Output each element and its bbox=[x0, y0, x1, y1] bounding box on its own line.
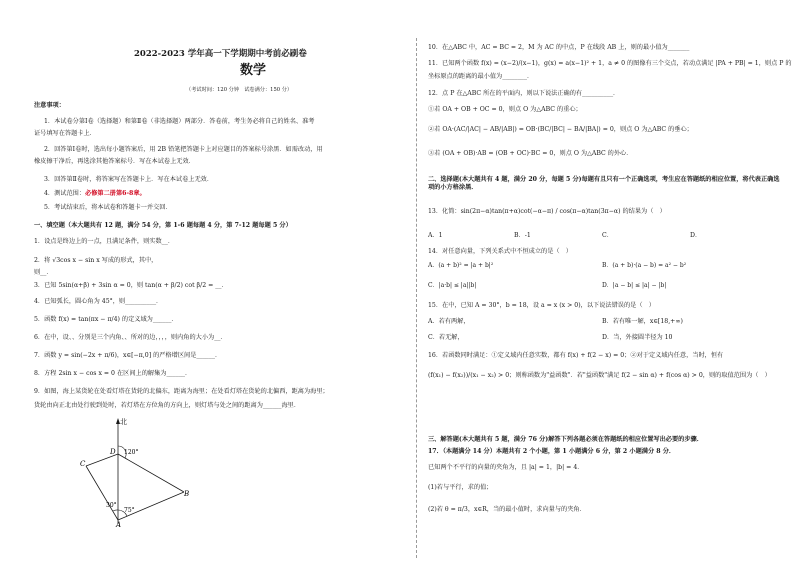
question-1: 1．设点是终边上的一点，且满足条件，则实数__． bbox=[34, 238, 175, 245]
q14-option-a: A．(a + b)² = |a + b|² bbox=[428, 262, 494, 269]
q14-option-c: C．|a·b| ≤ |a||b| bbox=[428, 282, 477, 289]
label-angle-75: 75° bbox=[124, 507, 135, 514]
question-15: 15．在中，已知 A = 30°，b = 18，设 a = x (x > 0)，以下说法错误的是（ ） bbox=[428, 302, 655, 309]
note-4 bbox=[44, 190, 146, 198]
q14-option-b: B．(a + b)·(a − b) = a² − b² bbox=[602, 262, 687, 269]
question-16a: 16．若函数同时满足：①定义域内任意实数，都有 f(x) + f(2 − x) = 0；②对于定义域内任意，当时，恒有 bbox=[428, 352, 724, 359]
segment-AC bbox=[86, 466, 118, 520]
label-C: C bbox=[80, 460, 86, 468]
note-1-cont: 证号填写在答题卡上． bbox=[34, 130, 96, 137]
column-divider bbox=[416, 38, 417, 558]
label-B: B bbox=[184, 490, 190, 498]
question-9a: 9．如图，海上某货轮在处看灯塔在货轮的北偏东，距离为海里；在处看灯塔在货轮的北偏西，距离为海里； bbox=[34, 388, 329, 395]
question-11a: 11．已知两个函数 f(x) = (x−2)/(x−1)，g(x) = a(x−1)² + 1，a ≠ 0 的图像有三个交点，若动点满足 |PA + PB| = 1，则点 P 的 bbox=[428, 60, 792, 67]
note-4-label: 4．测试范围： bbox=[44, 190, 86, 197]
q15-option-c: C．若无解， bbox=[428, 334, 464, 341]
question-11b: 坐标原点的距离的最小值为________． bbox=[428, 73, 534, 80]
figure-9-diagram bbox=[80, 416, 190, 528]
question-7: 7．函数 y = sin(−2x + π/6)，x∈[−π,0] 的严格增区间是______． bbox=[34, 352, 222, 359]
exam-info: （考试时间：120 分钟 试卷满分：150 分） bbox=[186, 87, 293, 93]
note-2: 2．回答第Ⅰ卷时，选出每小题答案后，用 2B 铅笔把答题卡上对应题目的答案标号涂黑．如需改动，用 bbox=[44, 146, 323, 153]
question-12-statement-3: ③若 (OA + OB)·AB = (OB + OC)·BC = 0，则点 O 为△ABC 的外心． bbox=[428, 150, 633, 157]
question-12: 12．点 P 在△ABC 所在的平面内，则以下说法正确的有__________． bbox=[428, 90, 620, 97]
question-6: 6．在中，设、、分别是三个内角、、所对的边，，，，则内角的大小为__． bbox=[34, 334, 227, 341]
note-3: 3．回答第Ⅱ卷时，将答案写在答题卡上．写在本试卷上无效． bbox=[44, 176, 214, 183]
exam-subject: 数学 bbox=[240, 63, 267, 78]
note-1: 1．本试卷分第Ⅰ卷（选择题）和第Ⅱ卷（非选择题）两部分．答卷前，考生务必将自己的姓名、准考 bbox=[44, 118, 315, 125]
label-angle-120: 120° bbox=[124, 449, 139, 456]
question-17-part-1: (1)若与平行，求的值； bbox=[428, 484, 493, 491]
q13-option-b: B．-1 bbox=[514, 232, 531, 239]
segment-AB bbox=[118, 492, 184, 520]
section2-heading: 二、选择题(本大题共有 4 题，满分 20 分，每题 5 分)每题有且只有一个正确选项，考生应在答题纸的相应位置，将代表正确选项的小方格涂黑． bbox=[428, 176, 780, 191]
question-13: 13．化简：sin(2π−α)tan(π+α)cot(−α−π) / cos(π−α)tan(3π−α) 的结果为（ ） bbox=[428, 208, 666, 215]
question-4: 4．已知弧长，圆心角为 45°，则__________． bbox=[34, 298, 163, 305]
notes-heading: 注意事项： bbox=[34, 102, 65, 109]
question-17-stem: 已知两个不平行的向量的夹角为，且 |a| = 1，|b| = 4． bbox=[428, 464, 584, 471]
q13-option-d: D． bbox=[690, 232, 702, 239]
label-A: A bbox=[116, 521, 122, 528]
right-column bbox=[418, 0, 794, 562]
question-14: 14．对任意向量，下列关系式中不恒成立的是（ ） bbox=[428, 248, 572, 255]
question-8: 8．方程 2sin x − cos x = 0 在区间上的解集为______． bbox=[34, 370, 192, 377]
q14-option-d: D．|a − b| ≤ |a| − |b| bbox=[602, 282, 667, 289]
question-16b: (f(x₁) − f(x₂))/(x₁ − x₂) > 0；则称函数为"益函数"．若"益函数"满足 f(2 − sin α) + f(cos α) > 0，则的取值范围为（ ） bbox=[428, 372, 771, 379]
label-angle-30: 30° bbox=[106, 502, 117, 509]
note-4-scope: 必修第二册第6-8章。 bbox=[85, 190, 146, 197]
q13-option-c: C． bbox=[602, 232, 613, 239]
q15-option-d: D．当，外接圆半径为 10 bbox=[602, 334, 673, 341]
exam-title: 2022-2023 学年高一下学期期中考前必刷卷 bbox=[134, 49, 307, 59]
question-9b: 货轮由向正北由处行驶到处时，若灯塔在方位角的方向上，则灯塔与处之间的距离为______海里． bbox=[34, 402, 301, 409]
q13-option-a: A．1 bbox=[428, 232, 443, 239]
question-5: 5．函数 f(x) = tan(πx − π/4) 的定义域为______． bbox=[34, 316, 178, 323]
section1-heading: 一、填空题（本大题共有 12 题，满分 54 分，第 1-6 题每题 4 分，第 7-12 题每题 5 分） bbox=[34, 222, 292, 229]
question-10: 10．在△ABC 中，AC = BC = 2，M 为 AC 的中点，P 在线段 AB 上，则的最小值为_______ bbox=[428, 44, 690, 51]
question-17-part-2: (2)若 θ = π/3，x∈R，当的最小值时，求向量与的夹角． bbox=[428, 506, 586, 513]
question-12-statement-2: ②若 OA·(AC/|AC| − AB/|AB|) = OB·(BC/|BC| − BA/|BA|) = 0，则点 O 为△ABC 的垂心； bbox=[428, 126, 693, 133]
q15-option-b: B．若有唯一解，x∈[18,+∞) bbox=[602, 318, 683, 325]
arc-30 bbox=[113, 510, 118, 511]
label-D: D bbox=[110, 448, 116, 456]
section3-heading: 三、解答题(本大题共有 5 题，满分 76 分)解答下列各题必须在答题纸的相应位置写出必要的步骤． bbox=[428, 436, 703, 443]
question-2a: 2．将 √3cos x − sin x 写成的形式，其中， bbox=[34, 257, 158, 264]
question-2b: 则__． bbox=[34, 269, 53, 276]
question-3: 3．已知 5sin(α+β) + 3sin α = 0，则 tan(α + β/2) cot β/2 = __． bbox=[34, 282, 228, 289]
note-2-cont: 橡皮擦干净后，再选涂其他答案标号．写在本试卷上无效． bbox=[34, 158, 195, 165]
q15-option-a: A．若有两解， bbox=[428, 318, 470, 325]
question-17-heading: 17．（本题满分 14 分）本题共有 2 个小题，第 1 小题满分 6 分，第 2 小题满分 8 分． bbox=[428, 448, 676, 455]
label-north: 北 bbox=[120, 418, 127, 426]
question-12-statement-1: ①若 OA + OB + OC = 0，则点 O 为△ABC 的重心； bbox=[428, 106, 582, 113]
note-5: 5．考试结束后，将本试卷和答题卡一并交回． bbox=[44, 204, 172, 211]
segment-DB bbox=[118, 454, 184, 492]
